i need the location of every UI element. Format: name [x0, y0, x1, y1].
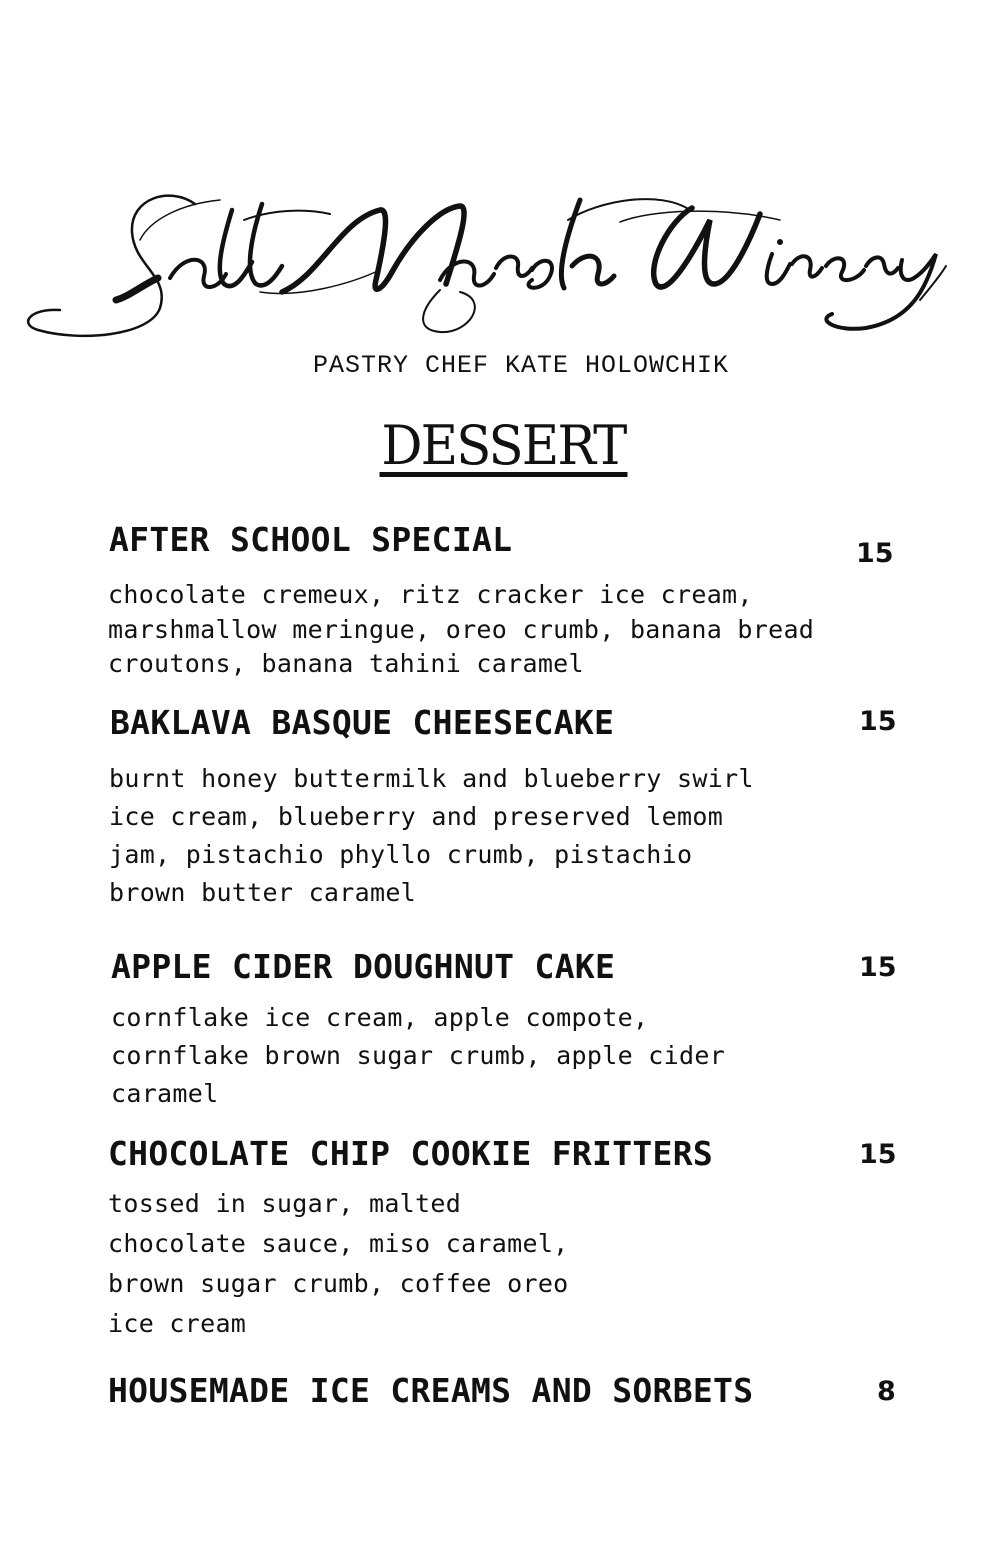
menu-item-price: 15 [859, 952, 897, 983]
menu-item-price: 15 [856, 538, 894, 569]
pastry-chef-credit: PASTRY CHEF KATE HOLOWCHIK [312, 351, 730, 380]
winery-logo-script [20, 180, 960, 345]
menu-item-name: AFTER SCHOOL SPECIAL [109, 520, 513, 559]
menu-item-name: BAKLAVA BASQUE CHEESECAKE [110, 703, 615, 742]
dessert-heading: DESSERT [380, 414, 626, 477]
menu-item-description: burnt honey buttermilk and blueberry swirl ice cream, blueberry and preserved lemom jam, pistachio phyllo crumb, pistachio brown butter caramel [109, 764, 754, 907]
section-title [0, 416, 1006, 477]
menu-item-name: CHOCOLATE CHIP COOKIE FRITTERS [108, 1134, 714, 1173]
menu-item-price: 8 [877, 1376, 896, 1407]
menu-item-name: HOUSEMADE ICE CREAMS AND SORBETS [108, 1371, 754, 1410]
menu-item-price: 15 [859, 1139, 897, 1170]
menu-item-description: cornflake ice cream, apple compote, cornflake brown sugar crumb, apple cider caramel [111, 1003, 726, 1108]
menu-item-description: chocolate cremeux, ritz cracker ice cream, marshmallow meringue, oreo crumb, banana bread croutons, banana tahini caramel [108, 580, 815, 678]
winery-logo [20, 180, 960, 345]
menu-item-description: tossed in sugar, malted chocolate sauce, miso caramel, brown sugar crumb, coffee oreo ice cream [108, 1189, 569, 1338]
menu-item-price: 15 [859, 706, 897, 737]
menu-item-name: APPLE CIDER DOUGHNUT CAKE [111, 947, 616, 986]
